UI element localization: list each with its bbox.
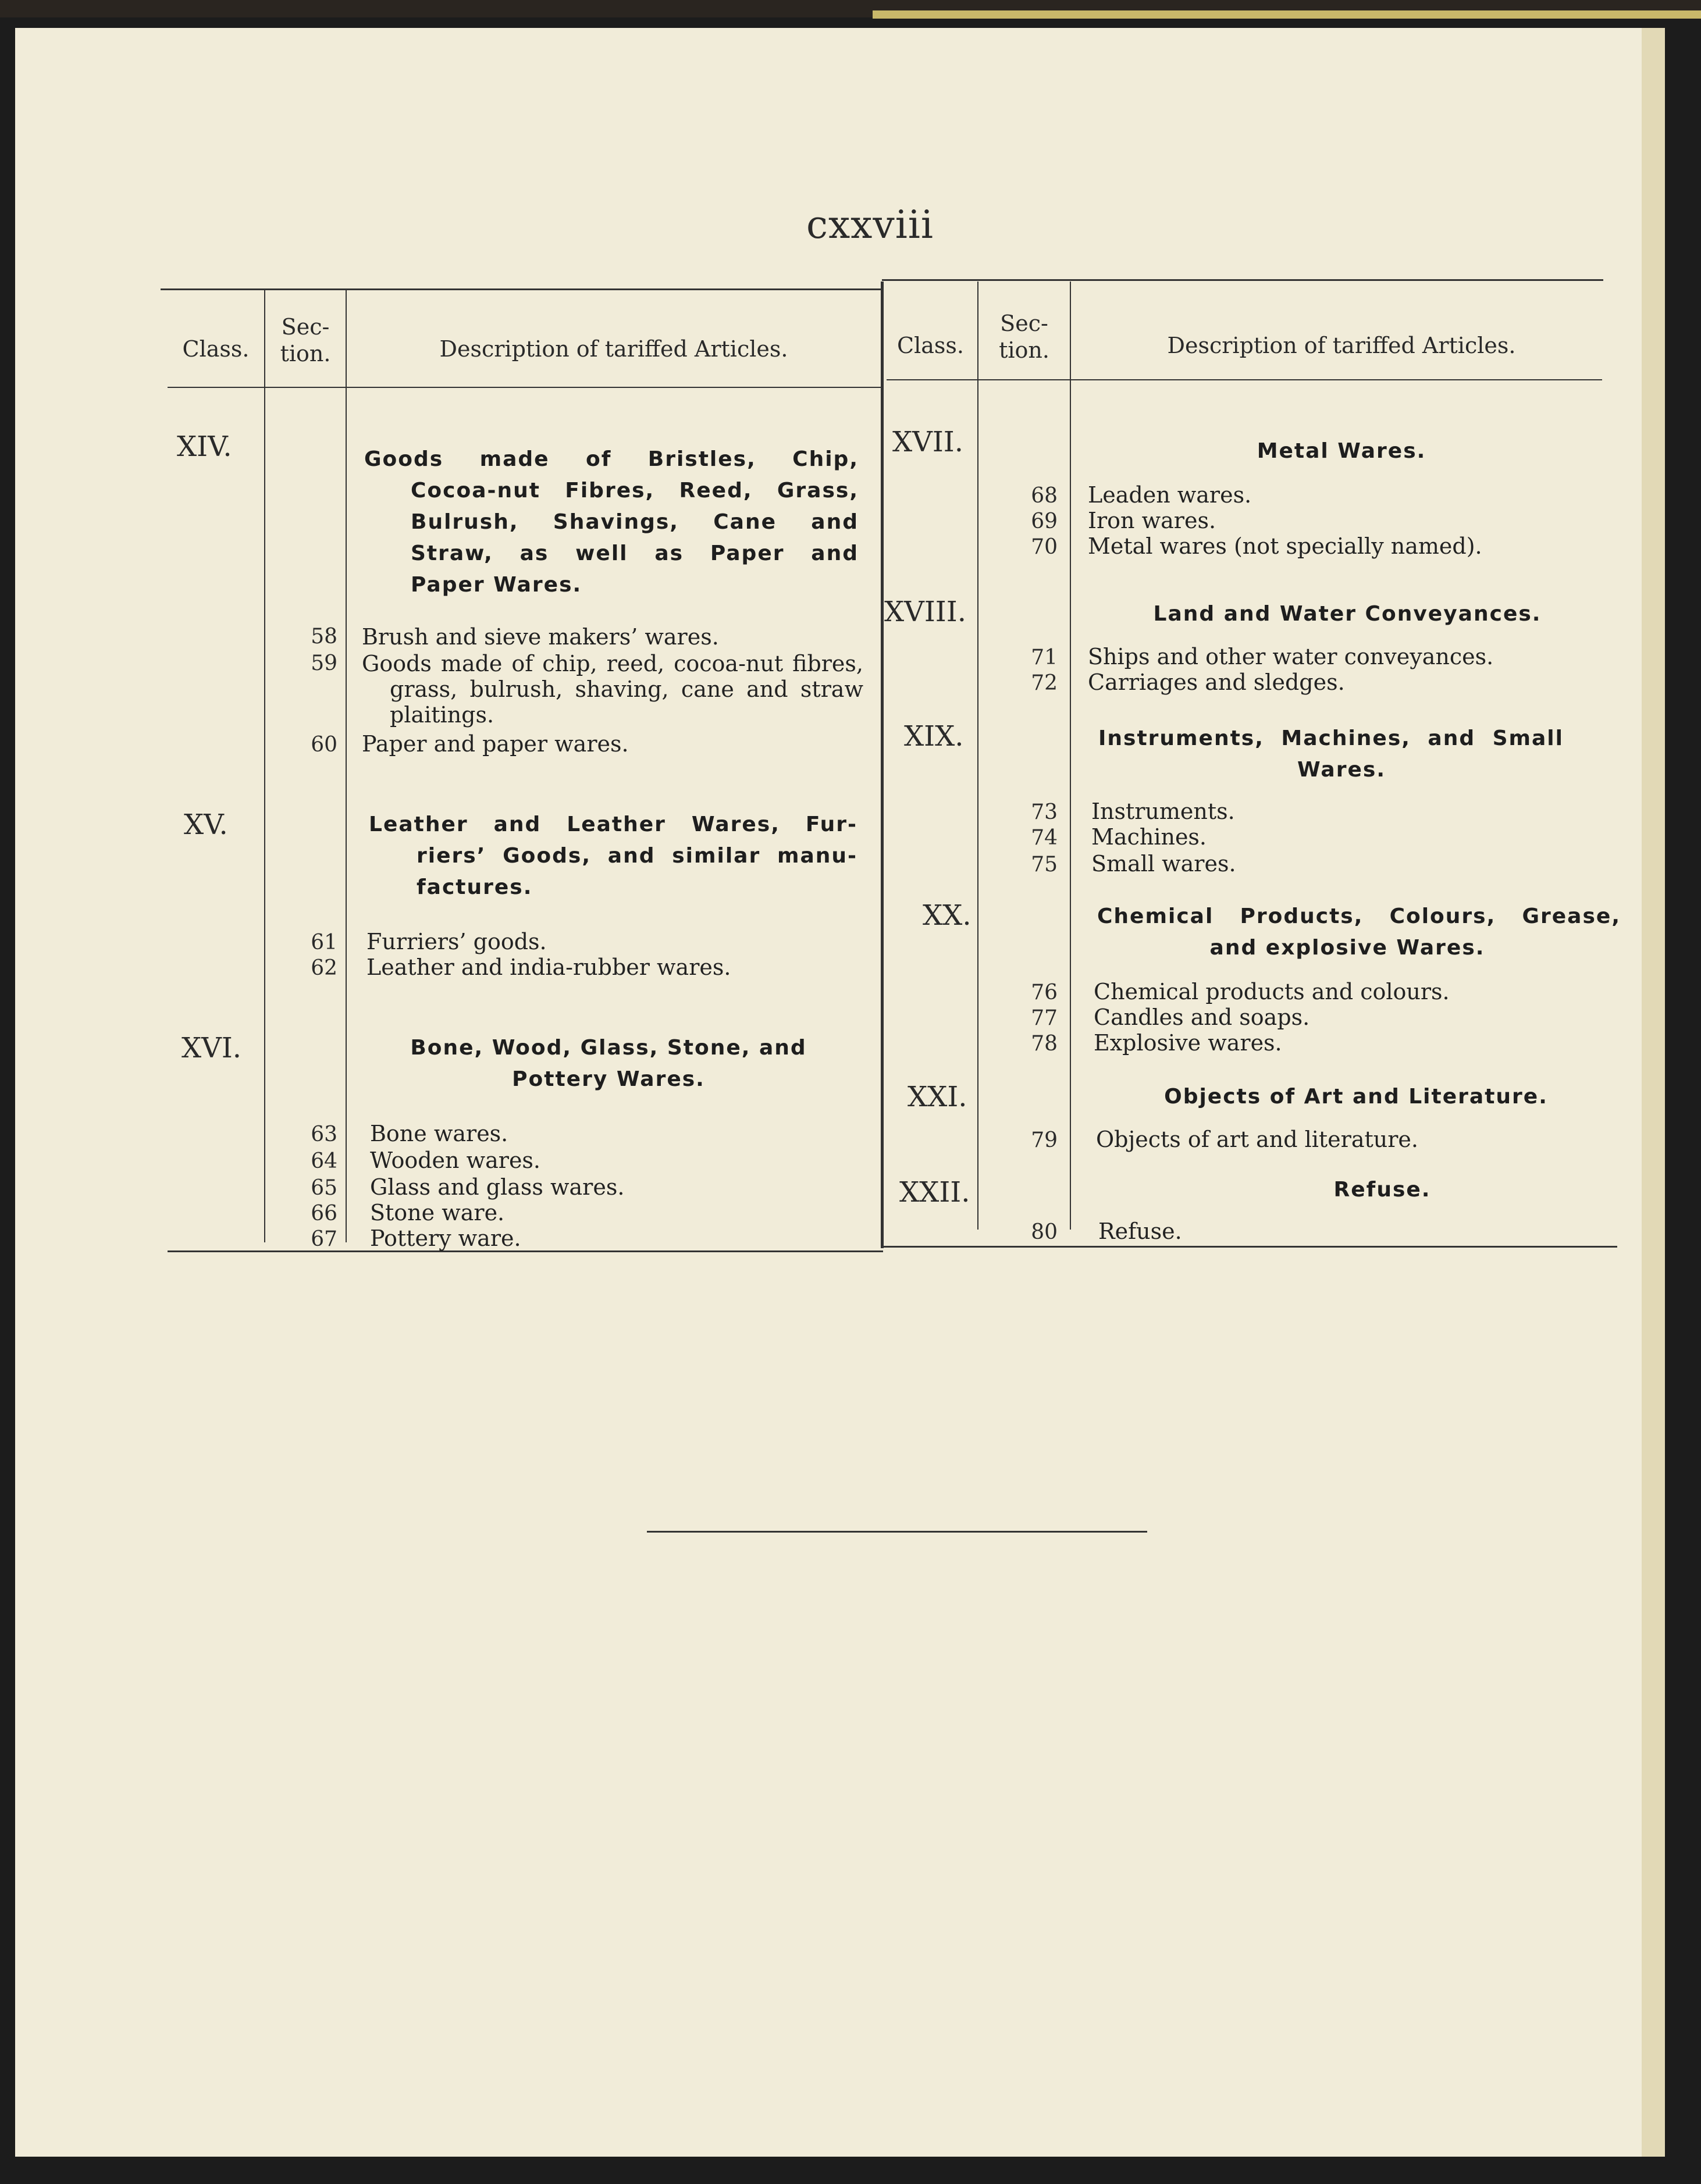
section-number: 72	[1031, 671, 1058, 695]
heading-xiv-line: Paper Wares.	[411, 573, 582, 597]
top-rule-left	[161, 288, 882, 290]
section-number: 65	[311, 1176, 337, 1200]
article-text: Paper and paper wares.	[362, 731, 629, 757]
class-xix: XIX.	[904, 720, 964, 753]
class-xvii: XVII.	[892, 426, 964, 458]
article-text: Small wares.	[1091, 851, 1236, 877]
article-text: Wooden wares.	[370, 1148, 541, 1173]
article-text: Objects of art and literature.	[1096, 1127, 1418, 1152]
heading-xv-line: Leather and Leather Wares, Fur-	[369, 813, 857, 836]
section-number: 60	[311, 733, 337, 757]
article-text: Iron wares.	[1088, 508, 1216, 533]
header-section-left-1: Sec-	[281, 314, 330, 340]
section-number: 73	[1031, 800, 1058, 824]
section-number: 70	[1031, 535, 1058, 559]
heading-xvi-line: Bone, Wood, Glass, Stone, and	[410, 1036, 807, 1060]
section-number: 67	[311, 1227, 337, 1251]
article-text: plaitings.	[390, 702, 494, 728]
article-text: Ships and other water conveyances.	[1088, 644, 1494, 669]
article-text: Carriages and sledges.	[1088, 669, 1345, 695]
article-text: Leather and india-rubber wares.	[366, 954, 731, 980]
page-number: cxxviii	[806, 202, 934, 247]
article-text: Goods made of chip, reed, cocoa-nut fibres,	[362, 651, 863, 676]
col-rule-section-right	[1070, 282, 1071, 1230]
section-number: 80	[1031, 1220, 1058, 1244]
scan-edge-strip	[873, 10, 1701, 19]
section-number: 78	[1031, 1032, 1058, 1056]
article-text: Chemical products and colours.	[1094, 979, 1450, 1004]
section-number: 69	[1031, 510, 1058, 533]
article-text: Refuse.	[1098, 1219, 1182, 1244]
header-class-right: Class.	[897, 333, 964, 358]
section-number: 79	[1031, 1128, 1058, 1152]
class-xxii: XXII.	[899, 1176, 970, 1209]
section-number: 75	[1031, 853, 1058, 877]
header-description-right: Description of tariffed Articles.	[1167, 333, 1516, 358]
heading-xiv-line: Cocoa-nut Fibres, Reed, Grass,	[411, 479, 859, 503]
heading-xv-line: riers’ Goods, and similar manu-	[417, 844, 857, 868]
heading-xix-line: Instruments, Machines, and Small	[1098, 726, 1564, 750]
section-number: 77	[1031, 1006, 1058, 1030]
heading-xvii: Metal Wares.	[1257, 439, 1426, 463]
article-text: Explosive wares.	[1094, 1030, 1282, 1056]
section-number: 59	[311, 651, 337, 675]
article-text: Instruments.	[1091, 799, 1235, 824]
top-rule-right	[882, 279, 1603, 281]
section-number: 64	[311, 1149, 337, 1173]
heading-xx-line: Chemical Products, Colours, Grease,	[1097, 904, 1621, 928]
col-rule-class-right	[977, 282, 978, 1230]
col-rule-class-left	[264, 288, 265, 1242]
class-xxi: XXI.	[908, 1081, 967, 1113]
section-number: 71	[1031, 646, 1058, 669]
bottom-rule-left	[168, 1250, 883, 1252]
article-text: Leaden wares.	[1088, 482, 1252, 508]
end-rule	[647, 1531, 1147, 1533]
article-text: Glass and glass wares.	[370, 1174, 625, 1200]
header-description-left: Description of tariffed Articles.	[439, 336, 788, 362]
header-section-left-2: tion.	[280, 341, 331, 366]
article-text: Furriers’ goods.	[366, 929, 547, 954]
center-rule	[881, 282, 884, 1248]
header-class-left: Class.	[182, 336, 250, 362]
heading-xix-line: Wares.	[1297, 758, 1386, 782]
heading-xxii: Refuse.	[1333, 1178, 1431, 1202]
article-text: grass, bulrush, shaving, cane and straw	[390, 676, 863, 702]
article-text: Brush and sieve makers’ wares.	[362, 624, 719, 650]
section-number: 58	[311, 625, 337, 649]
col-rule-section-left	[346, 288, 347, 1242]
class-xvi: XVI.	[182, 1032, 242, 1064]
page-edge	[1642, 28, 1665, 2157]
class-xiv: XIV.	[177, 430, 232, 463]
article-text: Metal wares (not specially named).	[1088, 533, 1482, 559]
section-number: 62	[311, 956, 337, 980]
header-rule-left	[168, 387, 883, 388]
article-text: Bone wares.	[370, 1121, 508, 1146]
section-number: 66	[311, 1202, 337, 1225]
article-text: Pottery ware.	[370, 1225, 521, 1251]
bottom-rule-right	[883, 1246, 1617, 1248]
heading-xiv-line: Straw, as well as Paper and	[411, 541, 859, 565]
class-xviii: XVIII.	[884, 596, 966, 628]
section-number: 74	[1031, 826, 1058, 850]
article-text: Candles and soaps.	[1094, 1004, 1310, 1030]
section-number: 61	[311, 931, 337, 954]
section-number: 76	[1031, 981, 1058, 1004]
section-number: 68	[1031, 484, 1058, 508]
book-page	[15, 28, 1642, 2157]
header-rule-right	[887, 379, 1602, 380]
class-xv: XV.	[184, 808, 228, 841]
heading-xx-line: and explosive Wares.	[1209, 936, 1485, 960]
heading-xiv-line: Bulrush, Shavings, Cane and	[411, 510, 859, 534]
heading-xviii: Land and Water Conveyances.	[1153, 602, 1542, 626]
section-number: 63	[311, 1123, 337, 1146]
heading-xvi-line: Pottery Wares.	[512, 1067, 705, 1091]
heading-xv-line: factures.	[417, 875, 533, 899]
header-section-right-2: tion.	[999, 337, 1049, 363]
heading-xiv-line: Goods made of Bristles, Chip,	[364, 447, 859, 471]
class-xx: XX.	[923, 899, 972, 932]
heading-xxi: Objects of Art and Literature.	[1164, 1085, 1548, 1109]
article-text: Machines.	[1091, 824, 1207, 850]
article-text: Stone ware.	[370, 1200, 505, 1225]
header-section-right-1: Sec-	[1000, 311, 1048, 336]
